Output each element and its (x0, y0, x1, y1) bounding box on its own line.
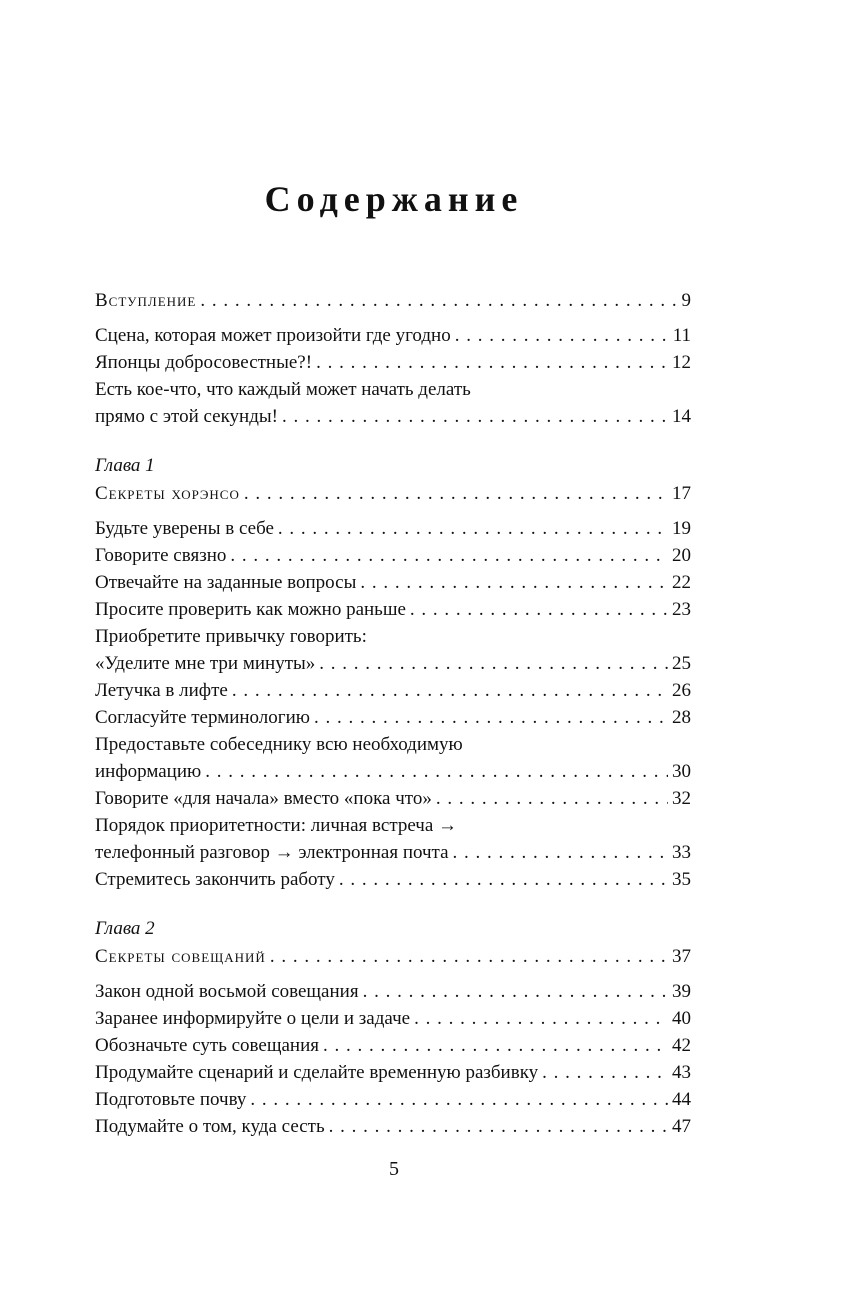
page-ref: 40 (672, 1008, 691, 1029)
dot-leader (453, 839, 668, 866)
toc-section-intro[interactable] (95, 287, 691, 314)
table-of-contents (95, 287, 691, 1140)
toc-entry[interactable] (95, 515, 691, 542)
toc-entry[interactable] (95, 758, 691, 785)
toc-entry-line1[interactable] (95, 376, 691, 403)
dot-leader (363, 978, 668, 1005)
entry-title: Приобретите привычку говорить: (95, 626, 367, 647)
toc-entry[interactable] (95, 542, 691, 569)
page-ref: 26 (672, 680, 691, 701)
entry-title: Говорите «для начала» вместо «пока что» (95, 788, 432, 809)
toc-entry[interactable] (95, 403, 691, 430)
dot-leader (323, 1032, 668, 1059)
entry-title: Летучка в лифте (95, 680, 228, 701)
toc-entry[interactable] (95, 978, 691, 1005)
page-ref: 35 (672, 869, 691, 890)
dot-leader (244, 480, 668, 507)
page-ref: 42 (672, 1035, 691, 1056)
entry-title: Предоставьте собеседнику всю необходимую (95, 734, 463, 755)
toc-entry-line1[interactable] (95, 623, 691, 650)
dot-leader (542, 1059, 668, 1086)
chapter-label: Глава 1 (95, 455, 155, 476)
toc-entry[interactable] (95, 677, 691, 704)
toc-entry[interactable] (95, 1113, 691, 1140)
dot-leader (230, 542, 668, 569)
entry-title: Говорите связно (95, 545, 227, 566)
entry-title: Подготовьте почву (95, 1089, 247, 1110)
page-ref: 39 (672, 981, 691, 1002)
toc-entry[interactable] (95, 1086, 691, 1113)
dot-leader (205, 758, 668, 785)
entry-title: Заранее информируйте о цели и задаче (95, 1008, 411, 1029)
toc-entry[interactable] (95, 1005, 691, 1032)
toc-entry[interactable] (95, 349, 691, 376)
toc-entry[interactable] (95, 785, 691, 812)
dot-leader (339, 866, 668, 893)
dot-leader (329, 1113, 668, 1140)
dot-leader (414, 1005, 668, 1032)
entry-title: Закон одной восьмой совещания (95, 981, 359, 1002)
entry-title: Согласуйте терминологию (95, 707, 310, 728)
toc-entry[interactable] (95, 596, 691, 623)
toc-entry[interactable] (95, 866, 691, 893)
chapter-label: Глава 2 (95, 918, 155, 939)
dot-leader (319, 650, 668, 677)
entry-title: Отвечайте на заданные вопросы (95, 572, 357, 593)
entry-title: Обозначьте суть совещания (95, 1035, 319, 1056)
page-number: 5 (389, 1158, 399, 1180)
section-heading: Секреты совещаний (95, 946, 266, 967)
page-ref: 37 (672, 946, 691, 967)
dot-leader (282, 403, 668, 430)
page-ref: 25 (672, 653, 691, 674)
entry-title: Продумайте сценарий и сделайте временную разбивку (95, 1062, 539, 1083)
page-ref: 33 (672, 842, 691, 863)
entry-title: Порядок приоритетности: личная встреча → (95, 815, 458, 836)
dot-leader (360, 569, 668, 596)
entry-title: Подумайте о том, куда сесть (95, 1116, 325, 1137)
page-ref: 20 (672, 545, 691, 566)
toc-entry[interactable] (95, 1032, 691, 1059)
entry-title: Есть кое-что, что каждый может начать делать (95, 379, 471, 400)
entry-title: телефонный разговор → электронная почта (95, 842, 449, 863)
page-ref: 17 (672, 483, 691, 504)
entry-title: Сцена, которая может произойти где угодно (95, 325, 451, 346)
page-ref: 28 (672, 707, 691, 728)
dot-leader (436, 785, 668, 812)
entry-title: «Уделите мне три минуты» (95, 653, 316, 674)
toc-section-chapter1[interactable] (95, 480, 691, 507)
entry-title: Просите проверить как можно раньше (95, 599, 406, 620)
toc-entry-line1[interactable] (95, 812, 691, 839)
toc-entry[interactable] (95, 650, 691, 677)
section-heading: Секреты хорэнсо (95, 483, 240, 504)
toc-entry[interactable] (95, 569, 691, 596)
toc-entry[interactable] (95, 839, 691, 866)
page-ref: 19 (672, 518, 691, 539)
page-title: Содержание (264, 179, 524, 219)
dot-leader (200, 287, 677, 314)
entry-title: информацию (95, 761, 202, 782)
entry-title: Стремитесь закончить работу (95, 869, 335, 890)
toc-entry-line1[interactable] (95, 731, 691, 758)
toc-entry[interactable] (95, 1059, 691, 1086)
page-ref: 11 (672, 325, 691, 346)
dot-leader (250, 1086, 668, 1113)
page-ref: 43 (672, 1062, 691, 1083)
toc-section-chapter2[interactable] (95, 943, 691, 970)
page-ref: 30 (672, 761, 691, 782)
dot-leader (314, 704, 668, 731)
page-ref: 9 (681, 290, 691, 311)
page-ref: 14 (672, 406, 691, 427)
dot-leader (278, 515, 668, 542)
entry-title: Японцы добросовестные?! (95, 352, 313, 373)
toc-entry[interactable] (95, 322, 691, 349)
page-ref: 12 (672, 352, 691, 373)
page-ref: 23 (672, 599, 691, 620)
page-ref: 32 (672, 788, 691, 809)
page-ref: 22 (672, 572, 691, 593)
entry-title: прямо с этой секунды! (95, 406, 278, 427)
toc-entry[interactable] (95, 704, 691, 731)
section-heading: Вступление (95, 290, 197, 311)
dot-leader (270, 943, 668, 970)
page-ref: 47 (672, 1116, 691, 1137)
dot-leader (410, 596, 668, 623)
entry-title: Будьте уверены в себе (95, 518, 274, 539)
dot-leader (232, 677, 668, 704)
dot-leader (316, 349, 668, 376)
dot-leader (455, 322, 669, 349)
page-ref: 44 (672, 1089, 691, 1110)
